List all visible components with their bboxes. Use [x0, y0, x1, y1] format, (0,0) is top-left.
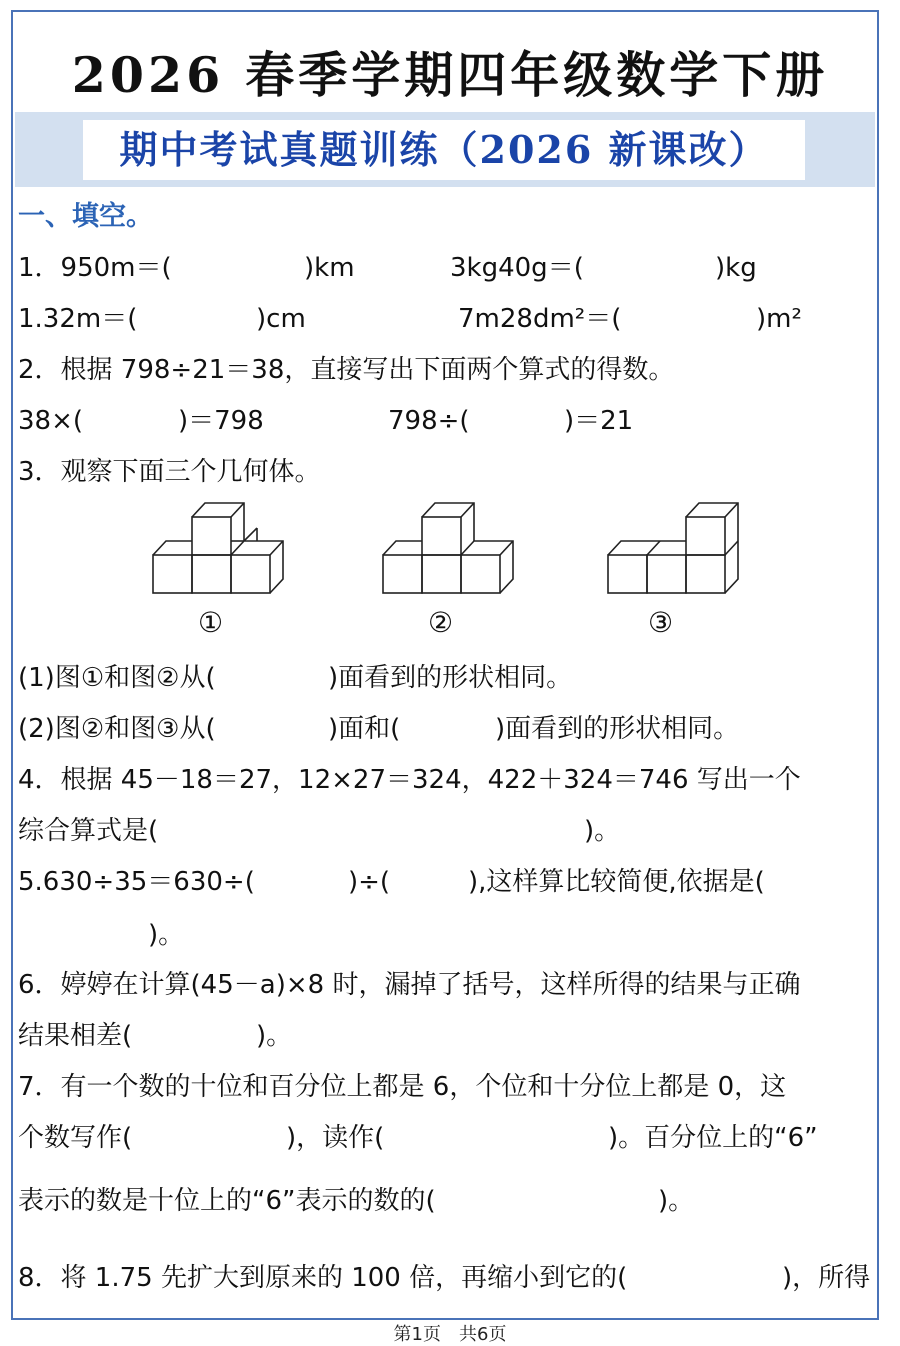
q4-blank-prefix: 综合算式是(	[18, 816, 159, 846]
figure-3-label: ③	[648, 606, 674, 639]
q1-blank-d-prefix: 7m28dm²＝(	[458, 304, 622, 334]
q1-blank-a-prefix: 1．950m＝(	[18, 253, 172, 283]
q5-part-a: 5.630÷35＝630÷(	[18, 867, 255, 897]
q3-sub2-prefix: (2)图②和图③从(	[18, 714, 216, 744]
figure-2-cubes	[383, 503, 513, 593]
q7-hundredths-text: )。百分位上的“6”	[608, 1123, 818, 1153]
q7-write-prefix: 个数写作(	[18, 1123, 133, 1153]
q2-blank-b-suffix: )＝21	[564, 406, 634, 436]
q1-blank-c-suffix: )cm	[256, 304, 306, 334]
page-subtitle: 期中考试真题训练（2026 新课改）	[83, 120, 805, 180]
q5-end: )。	[148, 920, 185, 950]
q7-ratio-prefix: 表示的数是十位上的“6”表示的数的(	[18, 1186, 436, 1216]
question-3-text: 3．观察下面三个几何体。	[18, 457, 321, 487]
q3-sub1-prefix: (1)图①和图②从(	[18, 663, 216, 693]
figure-2-label: ②	[428, 606, 454, 639]
q4-blank-suffix: )。	[584, 816, 621, 846]
q2-blank-b-prefix: 798÷(	[388, 406, 470, 436]
q8-part-b: )，所得	[782, 1263, 871, 1293]
q1-blank-b-prefix: 3kg40g＝(	[450, 253, 584, 283]
q7-ratio-suffix: )。	[658, 1186, 695, 1216]
figure-1-label: ①	[198, 606, 224, 639]
q5-part-c: ),这样算比较简便,依据是(	[468, 867, 765, 897]
figure-1-cubes	[153, 503, 283, 593]
question-6-line-1: 6．婷婷在计算(45－a)×8 时，漏掉了括号，这样所得的结果与正确	[18, 970, 801, 1000]
q1-blank-d-suffix: )m²	[756, 304, 802, 334]
q3-sub2-suffix: )面看到的形状相同。	[495, 714, 740, 744]
q2-blank-a-prefix: 38×(	[18, 406, 84, 436]
page-title: 2026 春季学期四年级数学下册	[71, 46, 829, 104]
question-4-line-1: 4．根据 45－18＝27，12×27＝324，422＋324＝746 写出一个	[18, 765, 801, 795]
q6-blank-prefix: 结果相差(	[18, 1021, 133, 1051]
q2-blank-a-suffix: )＝798	[178, 406, 264, 436]
q5-part-b: )÷(	[348, 867, 391, 897]
geometry-figures	[140, 498, 760, 648]
q1-blank-a-suffix: )km	[304, 253, 355, 283]
q6-blank-suffix: )。	[256, 1021, 293, 1051]
q8-part-a: 8．将 1.75 先扩大到原来的 100 倍，再缩小到它的(	[18, 1263, 628, 1293]
section-title-fill-blank: 一、填空。	[18, 201, 153, 232]
q3-sub2-middle: )面和(	[328, 714, 401, 744]
question-2-text: 2．根据 798÷21＝38，直接写出下面两个算式的得数。	[18, 355, 675, 385]
q3-sub1-suffix: )面看到的形状相同。	[328, 663, 573, 693]
cube-figures-svg	[140, 498, 760, 608]
page-footer: 第1页 共6页	[393, 1324, 507, 1345]
q1-blank-c-prefix: 1.32m＝(	[18, 304, 138, 334]
question-7-line-1: 7．有一个数的十位和百分位上都是 6，个位和十分位上都是 0，这	[18, 1072, 787, 1102]
figure-3-cubes	[608, 503, 738, 593]
q1-blank-b-suffix: )kg	[715, 253, 757, 283]
q7-read-prefix: )，读作(	[286, 1123, 385, 1153]
